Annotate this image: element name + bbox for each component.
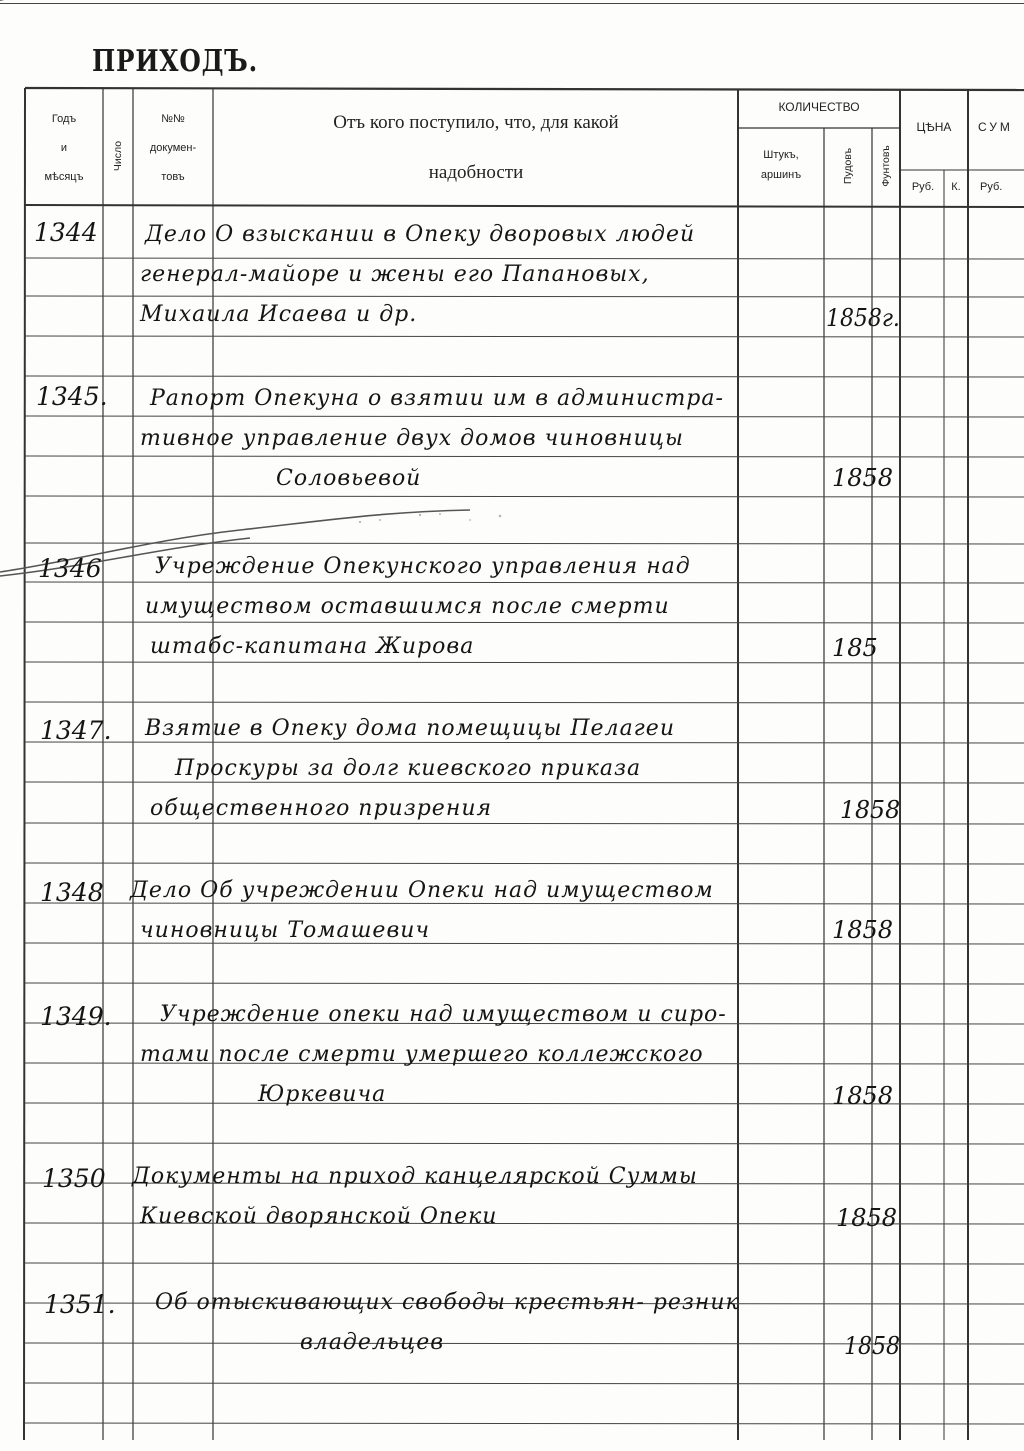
col-day: Число bbox=[112, 140, 124, 172]
entry-year: 1858 bbox=[844, 1332, 901, 1360]
col-sum: СУМ bbox=[978, 120, 1013, 134]
col-price-kop: К. bbox=[951, 181, 961, 193]
entry-text-line: Об отыскивающих свободы крестьян- резник bbox=[155, 1290, 740, 1315]
entry-number: 1347. bbox=[40, 716, 112, 745]
col-poods: Пудовъ bbox=[842, 147, 854, 185]
entry-text-line: генерал-майоре и жены его Папановых, bbox=[140, 262, 650, 287]
entry-year: 185 bbox=[832, 634, 878, 662]
entry-text-line: Учреждение Опекунского управления над bbox=[155, 554, 691, 579]
entry-year: 1858 bbox=[832, 916, 894, 944]
entry-text-line: тивное управление двух домов чиновницы bbox=[140, 426, 684, 451]
entry-year: 1858 bbox=[836, 1204, 898, 1232]
entry-text-line: Учреждение опеки над имуществом и сиро- bbox=[160, 1002, 727, 1027]
entry-text-line: Взятие в Опеку дома помещицы Пелагеи bbox=[145, 716, 675, 741]
entry-number: 1348 bbox=[40, 878, 104, 907]
col-doc-no-line3: товъ bbox=[161, 171, 185, 183]
col-pounds: Фунтовъ bbox=[880, 145, 892, 187]
col-description-line2: надобности bbox=[428, 162, 524, 183]
entry-text-line: Документы на приход канцелярской Суммы bbox=[132, 1164, 698, 1189]
entry-text-line: Соловьевой bbox=[276, 466, 422, 491]
col-year-month-line3: мѣсяцъ bbox=[44, 171, 84, 183]
entry-text-line: общественного призрения bbox=[150, 796, 493, 821]
entry-text-line: Киевской дворянской Опеки bbox=[140, 1204, 498, 1229]
entry-text-line: Проскуры за долг киевского приказа bbox=[175, 756, 642, 781]
entry-year: 1858 bbox=[840, 796, 901, 824]
entry-text-line: Михаила Исаева и др. bbox=[140, 302, 418, 327]
entry-text-line: тами после смерти умершего коллежского bbox=[140, 1042, 704, 1067]
col-pieces-line1: Штукъ, bbox=[763, 149, 799, 161]
entry-text-line: имуществом оставшимся после смерти bbox=[145, 594, 670, 619]
col-year-month-line2: и bbox=[60, 142, 68, 154]
entry-number: 1344 bbox=[34, 218, 98, 247]
entry-number: 1351. bbox=[44, 1290, 116, 1319]
col-year-month-line1: Годъ bbox=[51, 113, 77, 125]
entry-text-line: Рапорт Опекуна о взятии им в администра- bbox=[150, 386, 724, 411]
entry-year: 1858 bbox=[832, 464, 894, 492]
entry-year: 1858г. bbox=[826, 304, 900, 332]
col-price-rub: Руб. bbox=[911, 181, 935, 193]
col-price: ЦѢНА bbox=[916, 120, 952, 134]
col-description-line1: Отъ кого поступило, что, для какой bbox=[333, 112, 619, 133]
col-quantity: КОЛИЧЕСТВО bbox=[778, 100, 860, 114]
entry-text-line: Дело О взыскании в Опеку дворовых людей bbox=[145, 222, 696, 247]
entry-text-line: Дело Об учреждении Опеки над имуществом bbox=[130, 878, 714, 903]
entry-text-line: штабс-капитана Жирова bbox=[150, 634, 475, 659]
col-pieces-line2: аршинъ bbox=[760, 169, 802, 181]
entry-number: 1350 bbox=[42, 1164, 106, 1193]
col-sum-rub: Руб. bbox=[980, 181, 1003, 193]
entry-text-line: чиновницы Томашевич bbox=[140, 918, 431, 943]
entry-number: 1349. bbox=[40, 1002, 112, 1031]
entry-text-line: Юркевича bbox=[258, 1082, 387, 1107]
entry-number: 1346 bbox=[38, 554, 102, 583]
col-doc-no-line1: №№ bbox=[161, 113, 185, 125]
col-doc-no-line2: докумен- bbox=[149, 142, 197, 154]
entry-text-line: владельцев bbox=[300, 1330, 445, 1355]
page-title: ПРИХОДЪ. bbox=[92, 44, 259, 79]
entry-number: 1345. bbox=[36, 382, 108, 411]
entry-year: 1858 bbox=[832, 1082, 894, 1110]
